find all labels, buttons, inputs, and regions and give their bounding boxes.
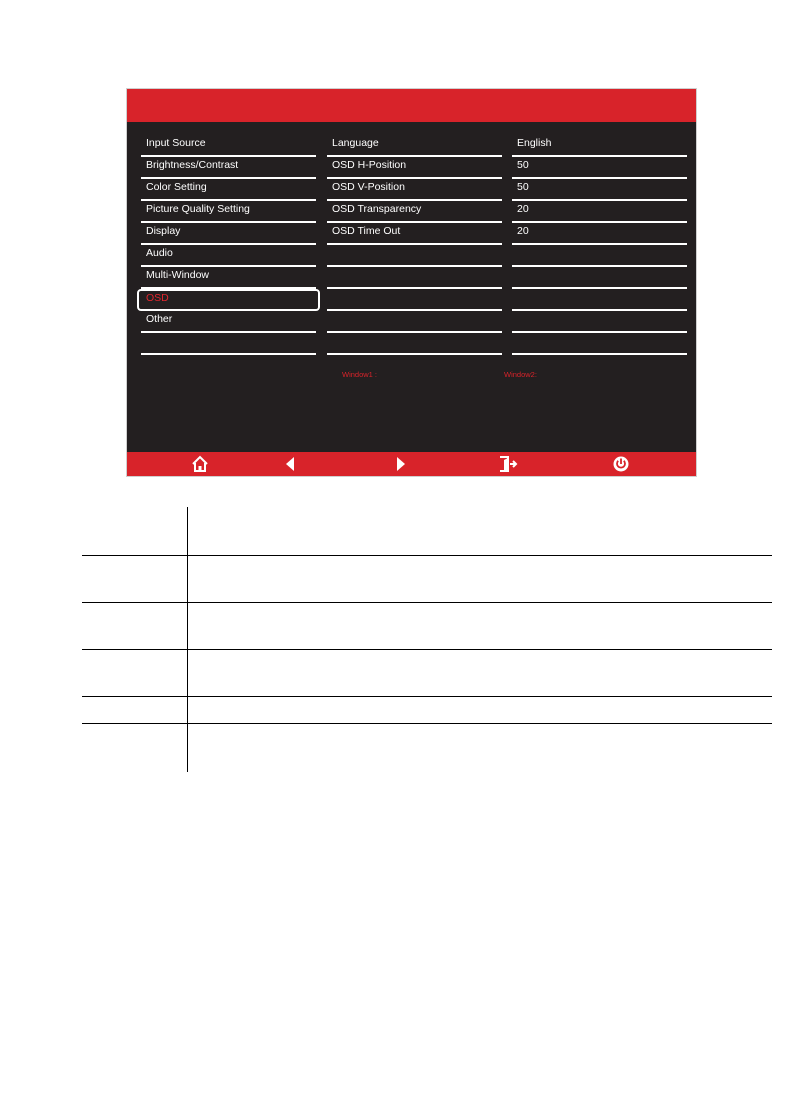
triangle-left-icon [283, 456, 297, 472]
setting-value-osd-h-position[interactable] [512, 157, 687, 179]
menu-item-picture-quality-setting[interactable] [141, 201, 316, 223]
right-button[interactable] [391, 454, 411, 474]
setting-label: Language [332, 137, 379, 149]
menu-item-multi-window[interactable] [141, 267, 316, 289]
menu-item-other[interactable] [141, 311, 316, 333]
home-button[interactable] [190, 454, 210, 474]
menu-item-audio[interactable] [141, 245, 316, 267]
table-row-divider [82, 723, 772, 724]
setting-value: 20 [517, 203, 529, 215]
setting-item-osd-transparency[interactable] [327, 201, 502, 223]
home-icon [191, 455, 209, 473]
setting-item-osd-v-position[interactable] [327, 179, 502, 201]
menu-item-label: Color Setting [146, 181, 207, 193]
menu-item-label: Picture Quality Setting [146, 203, 250, 215]
setting-value-osd-transparency[interactable] [512, 201, 687, 223]
setting-item-empty [327, 333, 502, 355]
exit-icon [498, 455, 518, 473]
menu-item-label: Display [146, 225, 181, 237]
setting-item-osd-time-out[interactable] [327, 223, 502, 245]
setting-value: 20 [517, 225, 529, 237]
setting-value-empty [512, 311, 687, 333]
table-column-divider [187, 507, 188, 772]
menu-item-brightness-contrast[interactable] [141, 157, 316, 179]
setting-item-language[interactable] [327, 135, 502, 157]
setting-label: OSD Time Out [332, 225, 401, 237]
menu-item-label: Brightness/Contrast [146, 159, 239, 171]
left-button[interactable] [280, 454, 300, 474]
setting-item-osd-h-position[interactable] [327, 157, 502, 179]
setting-value: 50 [517, 159, 529, 171]
setting-value-osd-v-position[interactable] [512, 179, 687, 201]
setting-item-empty [327, 311, 502, 333]
setting-value: English [517, 137, 552, 149]
triangle-right-icon [394, 456, 408, 472]
setting-item-empty [327, 245, 502, 267]
setting-value-language[interactable] [512, 135, 687, 157]
setting-item-empty [327, 267, 502, 289]
table-row-divider [82, 696, 772, 697]
menu-item-label: Input Source [146, 137, 206, 149]
menu-item-osd-selected[interactable] [137, 289, 320, 311]
power-button[interactable] [611, 454, 631, 474]
setting-item-empty [327, 289, 502, 311]
setting-value-empty [512, 267, 687, 289]
setting-label: OSD Transparency [332, 203, 422, 215]
menu-item-label: Audio [146, 247, 173, 259]
exit-button[interactable] [498, 454, 518, 474]
main-menu-list [141, 135, 316, 355]
description-table [82, 507, 772, 772]
window1-label: Window1 : [342, 370, 378, 379]
menu-item-label: Other [146, 313, 173, 325]
setting-label: OSD V-Position [332, 181, 405, 193]
menu-item-input-source[interactable] [141, 135, 316, 157]
menu-item-color-setting[interactable] [141, 179, 316, 201]
menu-item-label: Multi-Window [146, 269, 210, 281]
setting-value-empty [512, 245, 687, 267]
table-row-divider [82, 649, 772, 650]
osd-header-bar [127, 89, 696, 122]
settings-value-list [512, 135, 687, 355]
settings-label-list [327, 135, 502, 355]
table-row-divider [82, 555, 772, 556]
setting-value-empty [512, 333, 687, 355]
setting-value-empty [512, 289, 687, 311]
setting-label: OSD H-Position [332, 159, 407, 171]
setting-value: 50 [517, 181, 529, 193]
osd-menu-screen [127, 89, 696, 476]
menu-item-label: OSD [146, 292, 169, 304]
menu-item-display[interactable] [141, 223, 316, 245]
power-icon [612, 455, 630, 473]
menu-item-empty [141, 333, 316, 355]
table-row-divider [82, 602, 772, 603]
setting-value-osd-time-out[interactable] [512, 223, 687, 245]
window2-label: Window2: [504, 370, 537, 379]
